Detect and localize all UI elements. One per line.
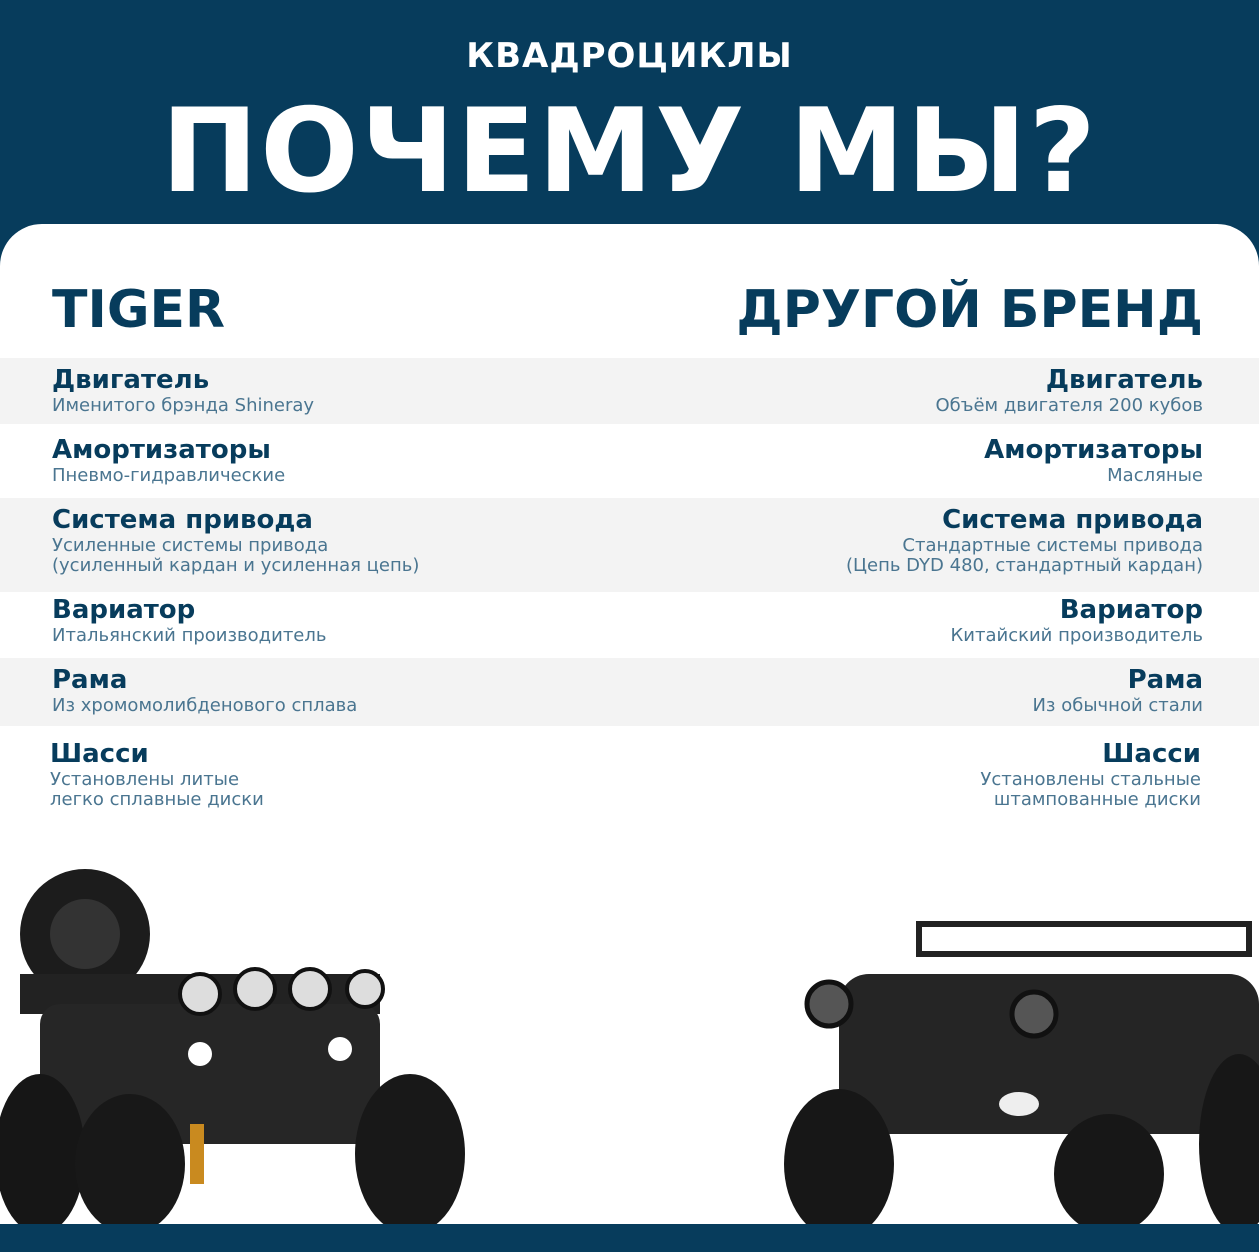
brand-tiger: TIGER [52,280,226,340]
tiger-value: Из хромомолибденового сплава [52,695,358,716]
row-frame [0,658,1259,726]
label: Шасси [1102,739,1201,769]
other-value: Из обычной стали [1032,695,1203,716]
label: Амортизаторы [52,435,271,465]
other-value: Объём двигателя 200 кубов [935,395,1203,416]
other-value: Стандартные системы привода (Цепь DYD 480, стандартный кардан) [846,535,1203,576]
row-variator [0,588,1259,658]
label: Двигатель [52,365,210,395]
tiger-value: Установлены литые легко сплавные диски [50,769,264,810]
label: Амортизаторы [984,435,1203,465]
row-engine [0,358,1259,424]
header [0,0,1259,240]
brand-other: ДРУГОЙ БРЕНД [736,280,1203,340]
other-value: Установлены стальные штампованные диски [980,769,1201,810]
row-chassis [0,732,1259,822]
tiger-value: Итальянский производитель [52,625,327,646]
kicker: КВАДРОЦИКЛЫ [466,36,793,76]
label: Шасси [50,739,149,769]
comparison-card [0,224,1259,1224]
label: Система привода [942,505,1203,535]
tiger-atv-image [0,854,470,1224]
label: Система привода [52,505,313,535]
row-shocks [0,428,1259,498]
tiger-value: Усиленные системы привода (усиленный кардан и усиленная цепь) [52,535,420,576]
label: Вариатор [1059,595,1203,625]
row-drive [0,498,1259,592]
label: Двигатель [1045,365,1203,395]
footer-bar [0,1224,1259,1252]
label: Вариатор [52,595,196,625]
tiger-value: Пневмо-гидравлические [52,465,286,486]
label: Рама [1127,665,1203,695]
other-value: Китайский производитель [950,625,1203,646]
other-value: Масляные [1107,465,1203,486]
page-title: ПОЧЕМУ МЫ? [161,84,1098,219]
tiger-value: Именитого брэнда Shineray [52,395,315,416]
other-atv-image [779,874,1259,1224]
label: Рама [52,665,128,695]
